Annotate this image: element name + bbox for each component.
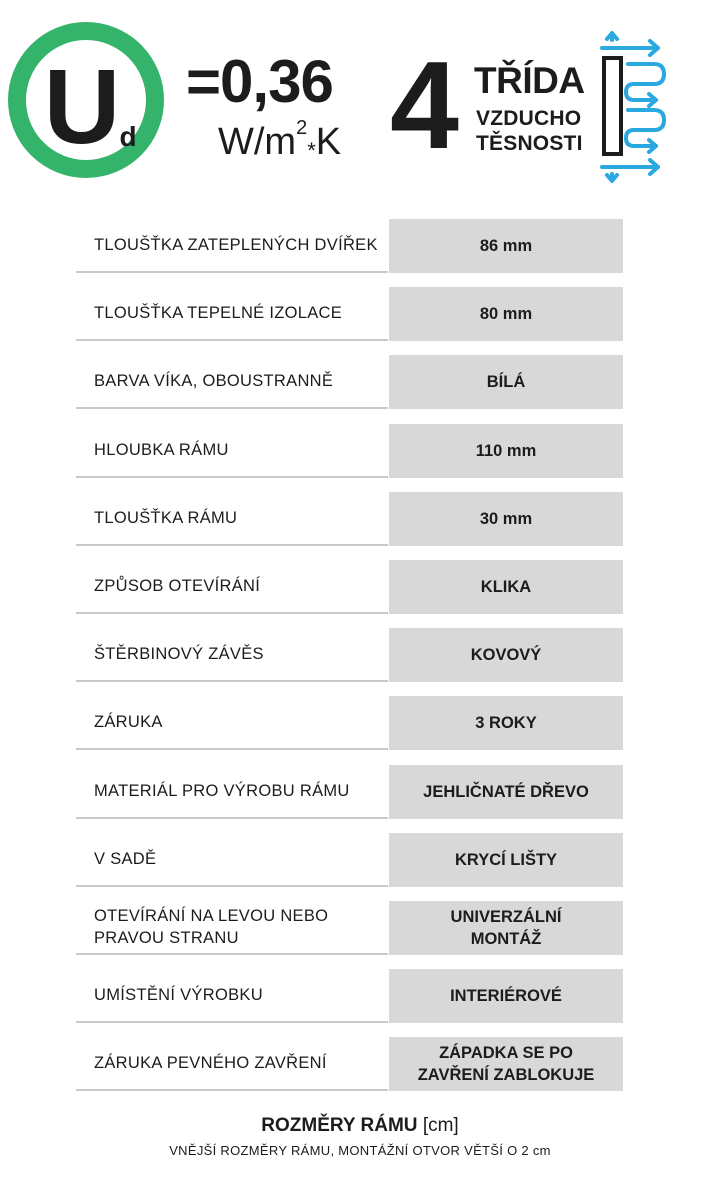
row-divider (76, 612, 388, 614)
airtight-line1: VZDUCHO (476, 107, 582, 130)
spec-label: OTEVÍRÁNÍ NA LEVOU NEBO PRAVOU STRANU (94, 906, 329, 947)
spec-label: UMÍSTĚNÍ VÝROBKU (94, 986, 263, 1005)
dimensions-note: VNĚJŠÍ ROZMĚRY RÁMU, MONTÁŽNÍ OTVOR VĚTŠÍ O 2 cm (169, 1143, 551, 1158)
airtight-line2: TĚSNOSTI (476, 132, 583, 155)
ud-unit-prefix: W/m (218, 121, 297, 163)
spec-label: BARVA VÍKA, OBOUSTRANNĚ (94, 372, 334, 391)
spec-label: TLOUŠŤKA RÁMU (94, 508, 238, 527)
spec-row (76, 765, 623, 819)
spec-row (76, 219, 623, 273)
spec-row (76, 833, 623, 887)
row-divider (76, 1089, 388, 1091)
row-divider (76, 748, 388, 750)
spec-value: KRYCÍ LIŠTY (389, 833, 623, 887)
ud-unit-exponent: 2 (296, 117, 308, 140)
spec-value: BÍLÁ (389, 355, 623, 409)
spec-label: TLOUŠŤKA TEPELNÉ IZOLACE (94, 304, 343, 323)
airflow-icon (598, 30, 678, 185)
spec-value: KOVOVÝ (389, 628, 623, 682)
spec-label: HLOUBKA RÁMU (94, 440, 229, 459)
spec-row (76, 969, 623, 1023)
spec-row (76, 628, 623, 682)
spec-value: JEHLIČNATÉ DŘEVO (389, 765, 623, 819)
ud-letter: U (43, 48, 121, 166)
row-divider (76, 476, 388, 478)
spec-value: KLIKA (389, 560, 623, 614)
spec-row (76, 287, 623, 341)
row-divider (76, 1021, 388, 1023)
ud-badge-icon (6, 20, 166, 180)
spec-label: TLOUŠŤKA ZATEPLENÝCH DVÍŘEK (94, 236, 378, 254)
ud-value: =0,36 (186, 48, 333, 115)
ud-unit (218, 117, 342, 163)
row-divider (76, 339, 388, 341)
spec-value: UNIVERZÁLNÍ MONTÁŽ (389, 901, 623, 955)
ud-subscript: d (119, 121, 137, 152)
spec-table (76, 219, 623, 1105)
dimensions-title-unit: [cm] (422, 1115, 459, 1136)
spec-row (76, 560, 623, 614)
row-divider (76, 680, 388, 682)
row-divider (76, 953, 388, 955)
spec-row (76, 696, 623, 750)
dimensions-title (0, 1115, 720, 1137)
spec-label: MATERIÁL PRO VÝROBU RÁMU (94, 781, 350, 800)
spec-label: ZÁRUKA PEVNÉHO ZAVŘENÍ (94, 1054, 327, 1073)
ud-unit-dot: * (307, 138, 316, 163)
spec-value: 86 mm (389, 219, 623, 273)
row-divider (76, 544, 388, 546)
ud-unit-suffix: K (315, 121, 342, 163)
dimensions-title-text: ROZMĚRY RÁMU (261, 1115, 418, 1136)
row-divider (76, 407, 388, 409)
spec-row (76, 424, 623, 478)
spec-row (76, 901, 623, 955)
spec-value: 80 mm (389, 287, 623, 341)
spec-value: ZÁPADKA SE PO ZAVŘENÍ ZABLOKUJE (389, 1037, 623, 1091)
spec-label: ZÁRUKA (94, 713, 163, 732)
spec-label: ŠTĚRBINOVÝ ZÁVĚS (94, 645, 264, 664)
spec-row (76, 1037, 623, 1091)
spec-value: 3 ROKY (389, 696, 623, 750)
spec-row (76, 355, 623, 409)
spec-value: 30 mm (389, 492, 623, 546)
airtight-title: TŘÍDA (474, 60, 585, 101)
spec-row (76, 492, 623, 546)
spec-value: 110 mm (389, 424, 623, 478)
row-divider (76, 885, 388, 887)
airtight-class-number: 4 (390, 37, 459, 175)
row-divider (76, 817, 388, 819)
row-divider (76, 271, 388, 273)
spec-label: V SADĚ (94, 849, 157, 868)
spec-value: INTERIÉROVÉ (389, 969, 623, 1023)
spec-label: ZPŮSOB OTEVÍRÁNÍ (94, 576, 261, 595)
